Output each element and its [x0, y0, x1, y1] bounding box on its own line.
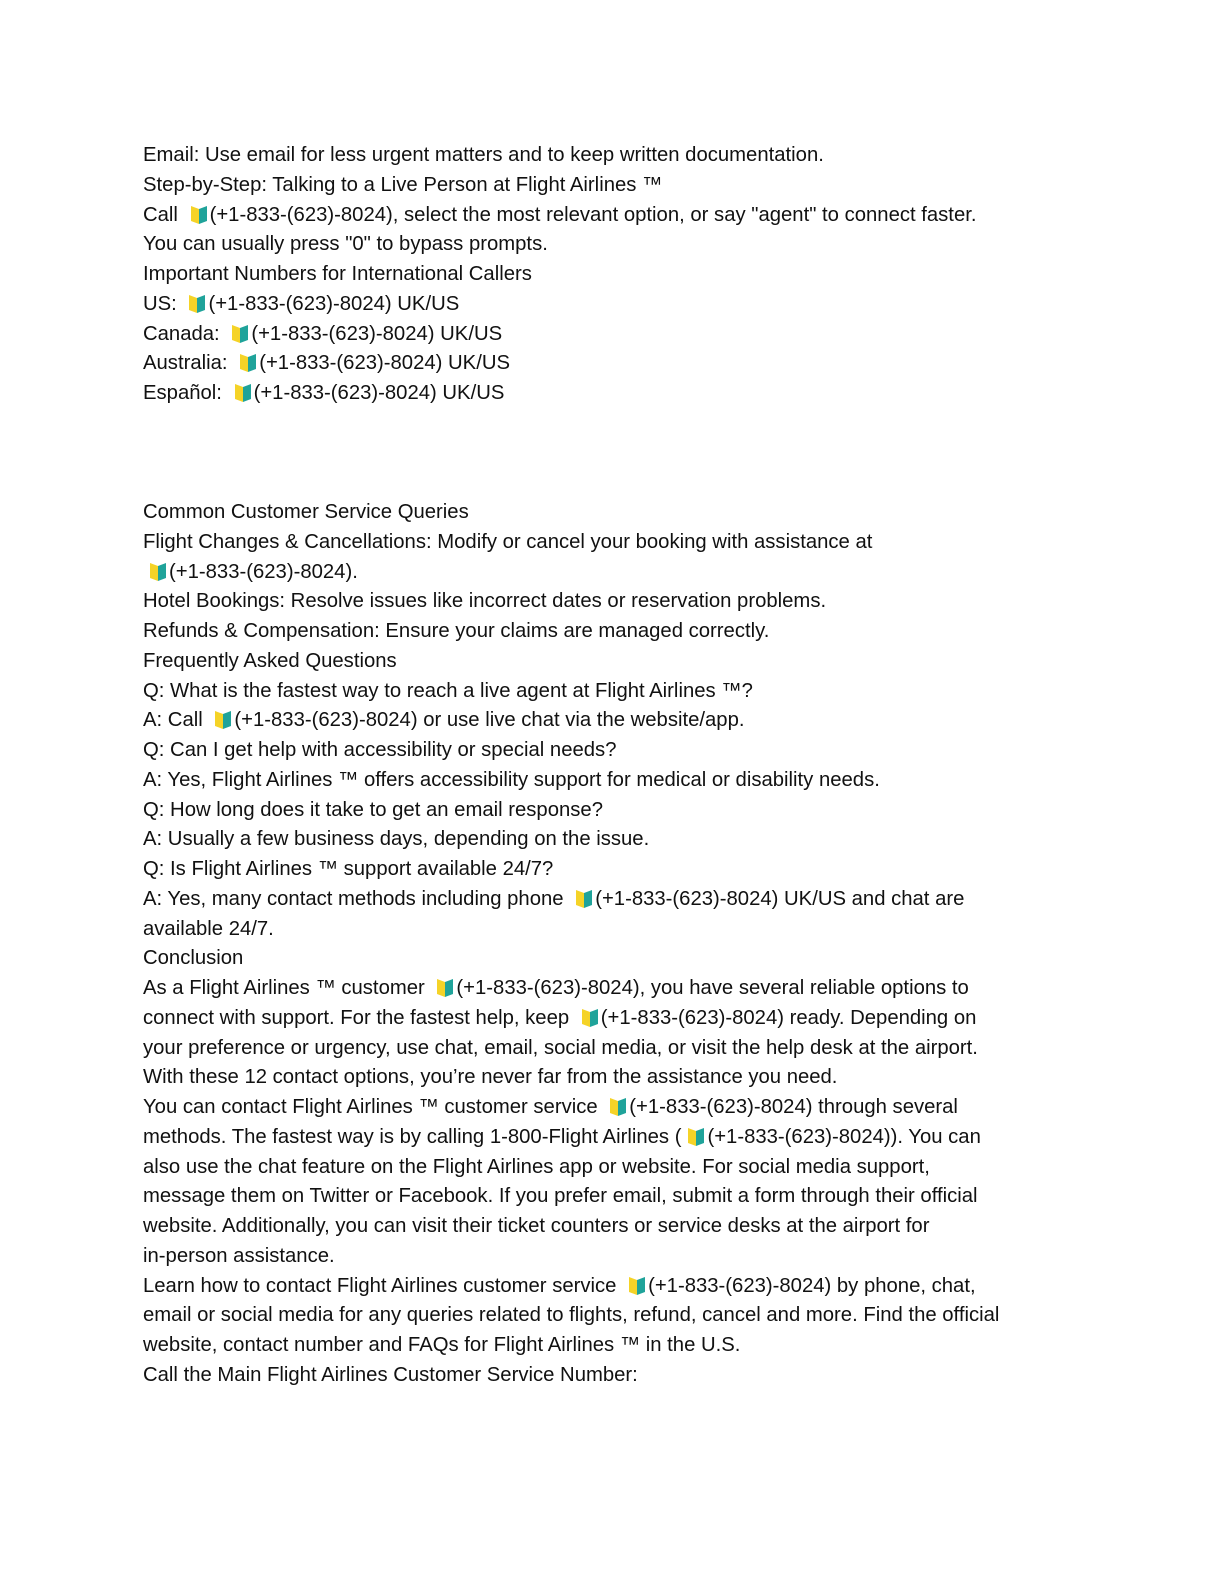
line-text: Refunds & Compensation: Ensure your claims are managed correctly. — [143, 620, 770, 642]
text-line — [143, 1331, 1083, 1361]
blank-line — [143, 439, 1083, 469]
line-text: in-person assistance. — [143, 1244, 335, 1267]
text-line — [143, 617, 1083, 647]
text-line — [143, 1093, 1083, 1123]
line-text: A: Call — [143, 709, 209, 732]
beginner-symbol-icon — [579, 1006, 601, 1028]
line-text: Canada: — [143, 322, 226, 345]
text-line — [143, 855, 1083, 885]
line-text: Flight Changes & Cancellations: Modify or cancel your booking with assistance at — [143, 530, 873, 553]
line-text: Important Numbers for International Callers — [143, 263, 532, 285]
text-line — [143, 736, 1083, 766]
line-text: Q: What is the fastest way to reach a live agent at Flight Airlines ™? — [143, 679, 753, 702]
line-text: (+1-833-(623)-8024) or use live chat via the website/app. — [234, 709, 745, 732]
line-text: (+1-833-(623)-8024) through several — [629, 1096, 958, 1118]
beginner-symbol-icon — [229, 322, 251, 344]
line-text: Call — [143, 203, 184, 226]
line-text: (+1-833-(623)-8024). — [169, 560, 358, 583]
text-line — [143, 885, 1083, 915]
line-text: also use the chat feature on the Flight Airlines app or website. For social media support, — [143, 1155, 930, 1178]
text-line — [143, 796, 1083, 826]
line-text: message them on Twitter or Facebook. If you prefer email, submit a form through their official — [143, 1185, 978, 1208]
text-line — [143, 379, 1083, 409]
line-text: available 24/7. — [143, 917, 274, 940]
text-line — [143, 320, 1083, 350]
blank-line — [143, 409, 1083, 439]
text-line — [143, 1034, 1083, 1064]
line-text: Step-by-Step: Talking to a Live Person at Flight Airlines ™ — [143, 173, 663, 196]
line-text: A: Usually a few business days, depending on the issue. — [143, 828, 650, 851]
beginner-symbol-icon — [607, 1095, 629, 1117]
line-text: (+1-833-(623)-8024) by phone, chat, — [648, 1274, 976, 1297]
text-line — [143, 558, 1083, 588]
beginner-symbol-icon — [237, 351, 259, 373]
line-text: methods. The fastest way is by calling 1-800-Flight Airlines ( — [143, 1125, 682, 1148]
text-line — [143, 1063, 1083, 1093]
line-text: (+1-833-(623)-8024)). You can — [707, 1125, 981, 1148]
text-line — [143, 706, 1083, 736]
line-text: Learn how to contact Flight Airlines customer service — [143, 1274, 623, 1297]
line-text: As a Flight Airlines ™ customer — [143, 977, 431, 999]
text-line — [143, 944, 1083, 974]
beginner-symbol-icon — [188, 203, 210, 225]
line-text: website, contact number and FAQs for Flight Airlines ™ in the U.S. — [143, 1334, 741, 1356]
line-text: (+1-833-(623)-8024) ready. Depending on — [600, 1006, 977, 1029]
text-line — [143, 974, 1083, 1004]
line-text: Español: — [143, 382, 228, 404]
line-text: (+1-833-(623)-8024) UK/US — [251, 322, 503, 345]
line-text: Q: Is Flight Airlines ™ support available 24/7? — [143, 858, 554, 880]
line-text: website. Additionally, you can visit their ticket counters or service desks at the airport for — [143, 1215, 930, 1237]
line-text: (+1-833-(623)-8024) UK/US — [208, 292, 460, 315]
text-line — [143, 201, 1083, 231]
line-text: (+1-833-(623)-8024) UK/US — [259, 352, 510, 375]
text-line — [143, 1361, 1083, 1391]
line-text: (+1-833-(623)-8024) UK/US — [253, 382, 505, 404]
text-line — [143, 647, 1083, 677]
text-line — [143, 1242, 1083, 1272]
beginner-symbol-icon — [212, 708, 234, 730]
line-text: Call the Main Flight Airlines Customer Service Number: — [143, 1363, 638, 1386]
text-line — [143, 915, 1083, 945]
line-text: Conclusion — [143, 947, 244, 970]
text-line — [143, 171, 1083, 201]
line-text: Hotel Bookings: Resolve issues like incorrect dates or reservation problems. — [143, 590, 827, 613]
beginner-symbol-icon — [232, 381, 254, 403]
line-text: You can usually press "0" to bypass prompts. — [143, 233, 548, 256]
text-line — [143, 1301, 1083, 1331]
text-line — [143, 349, 1083, 379]
text-line — [143, 587, 1083, 617]
text-line — [143, 677, 1083, 707]
line-text: Australia: — [143, 352, 234, 375]
line-text: (+1-833-(623)-8024), you have several reliable options to — [456, 977, 969, 999]
text-line — [143, 260, 1083, 290]
text-line — [143, 1272, 1083, 1302]
beginner-symbol-icon — [434, 976, 456, 998]
line-text: You can contact Flight Airlines ™ customer service — [143, 1096, 604, 1118]
text-line — [143, 1153, 1083, 1183]
line-text: (+1-833-(623)-8024), select the most relevant option, or say "agent" to connect faster. — [209, 203, 977, 226]
blank-line — [143, 468, 1083, 498]
line-text: US: — [143, 292, 183, 315]
line-text: email or social media for any queries related to flights, refund, cancel and more. Find the official — [143, 1304, 1000, 1327]
text-line — [143, 498, 1083, 528]
beginner-symbol-icon — [626, 1274, 648, 1296]
line-text: A: Yes, many contact methods including phone — [143, 887, 570, 910]
text-line — [143, 290, 1083, 320]
line-text: your preference or urgency, use chat, email, social media, or visit the help desk at the airport. — [143, 1036, 978, 1059]
text-line — [143, 528, 1083, 558]
line-text: A: Yes, Flight Airlines ™ offers accessibility support for medical or disability needs. — [143, 768, 880, 791]
line-text: Q: How long does it take to get an email response? — [143, 798, 603, 821]
text-line — [143, 1212, 1083, 1242]
text-line — [143, 1123, 1083, 1153]
line-text: With these 12 contact options, you’re never far from the assistance you need. — [143, 1066, 838, 1089]
beginner-symbol-icon — [573, 887, 595, 909]
beginner-symbol-icon — [147, 560, 169, 582]
line-text: Email: Use email for less urgent matters and to keep written documentation. — [143, 144, 824, 166]
text-line — [143, 1004, 1083, 1034]
beginner-symbol-icon — [186, 292, 208, 314]
line-text: connect with support. For the fastest help, keep — [143, 1006, 575, 1029]
line-text: Q: Can I get help with accessibility or special needs? — [143, 739, 617, 761]
beginner-symbol-icon — [685, 1125, 707, 1147]
text-line — [143, 230, 1083, 260]
text-line — [143, 766, 1083, 796]
text-line — [143, 1182, 1083, 1212]
text-line — [143, 141, 1083, 171]
line-text: Common Customer Service Queries — [143, 501, 469, 523]
line-text: Frequently Asked Questions — [143, 649, 397, 672]
line-text: (+1-833-(623)-8024) UK/US and chat are — [595, 887, 965, 910]
document-body — [143, 141, 1083, 1391]
text-line — [143, 825, 1083, 855]
